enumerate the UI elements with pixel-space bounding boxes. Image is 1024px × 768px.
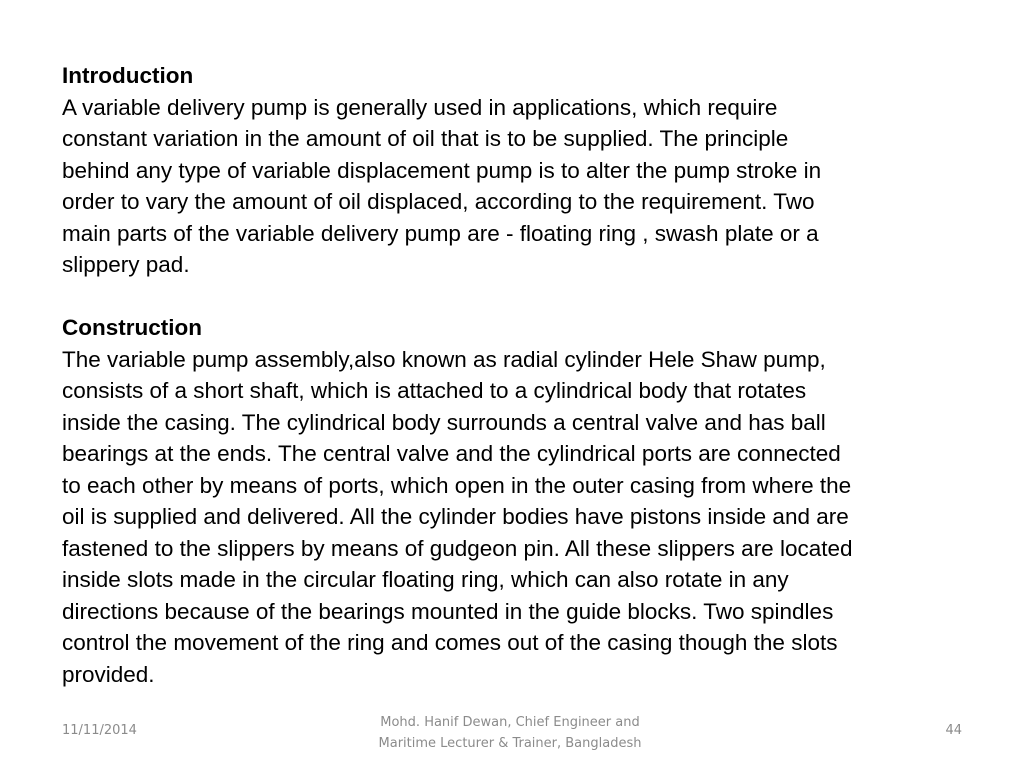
- page-number: 44: [945, 723, 962, 738]
- footer-date: 11/11/2014: [62, 723, 137, 738]
- footer-credit: Mohd. Hanif Dewan, Chief Engineer and Maritime Lecturer & Trainer, Bangladesh: [378, 715, 642, 751]
- introduction-text: A variable delivery pump is generally used in applications, which require constant variation in the amount of oil that is to be supplied. The principle behind any type of variable displacement pump is to alter the pump stroke in order to vary the amount of oil displaced, according to the requirement. Two main parts of the variable delivery pump are - floating ring , swash plate or a slippery pad.: [62, 94, 822, 277]
- slide-content: [62, 60, 972, 690]
- construction-heading: Construction: [62, 315, 202, 340]
- introduction-section: [62, 60, 972, 281]
- construction-text: The variable pump assembly,also known as radial cylinder Hele Shaw pump, consists of a short shaft, which is attached to a cylindrical body that rotates inside the casing. The cylindrical body surrounds a central valve and has ball bearings at the ends. The central valve and the cylindrical ports are connected to each other by means of ports, which open in the outer casing from where the oil is supplied and delivered. All the cylinder bodies have pistons inside and are fastened to the slippers by means of gudgeon pin. All these slippers are located inside slots made in the circular floating ring, which can also rotate in any directions because of the bearings mounted in the guide blocks. Two spindles control the movement of the ring and comes out of the casing though the slots provided.: [62, 346, 853, 687]
- construction-section: [62, 312, 972, 690]
- introduction-heading: Introduction: [62, 63, 194, 88]
